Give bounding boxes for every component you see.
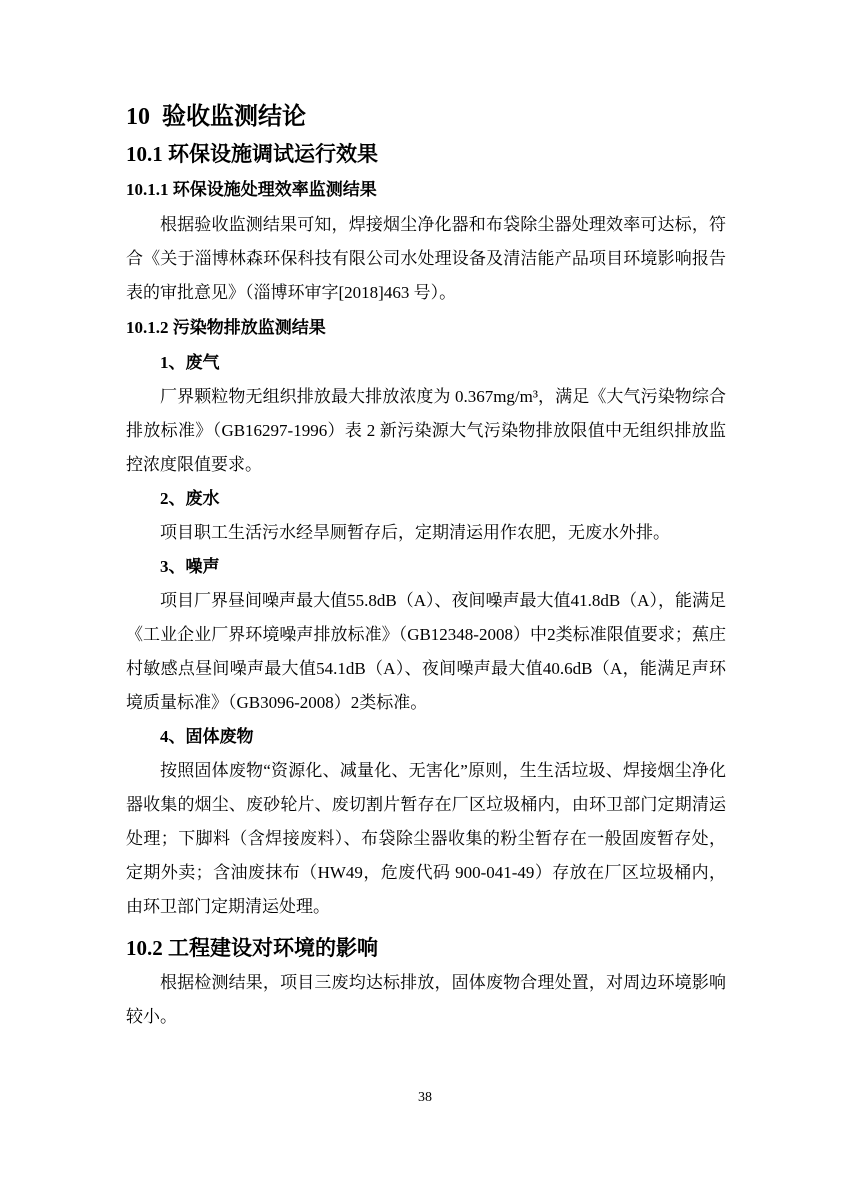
page-content xyxy=(126,98,726,1034)
chapter-title: 10 验收监测结论 xyxy=(126,104,306,130)
item-label-waste-gas: 1、废气 xyxy=(160,353,220,372)
paragraph-treatment-efficiency: 根据验收监测结果可知，焊接烟尘净化器和布袋除尘器处理效率可达标，符合《关于淄博林森环保科技有限公司水处理设备及清洁能产品项目环境影响报告表的审批意见》（淄博环审字[2018]463 号）。 xyxy=(126,215,726,302)
section-title-10-2: 10.2 工程建设对环境的影响 xyxy=(126,936,378,960)
section-title-10-1: 10.1 环保设施调试运行效果 xyxy=(126,142,378,166)
paragraph-environmental-impact: 根据检测结果，项目三废均达标排放，固体废物合理处置，对周边环境影响较小。 xyxy=(126,973,726,1026)
paragraph-noise: 项目厂界昼间噪声最大值55.8dB（A）、夜间噪声最大值41.8dB（A），能满足《工业企业厂界环境噪声排放标准》（GB12348-2008）中2类标准限值要求；蕉庄村敏感点昼间噪声最大值54.1dB（A）、夜间噪声最大值40.6dB（A，能满足声环境质量标准》（GB3096-2008）2类标准。 xyxy=(126,591,726,712)
page-number: 38 xyxy=(418,1090,432,1105)
subsection-title-10-1-2: 10.1.2 污染物排放监测结果 xyxy=(126,318,326,337)
paragraph-wastewater: 项目职工生活污水经旱厕暂存后，定期清运用作农肥，无废水外排。 xyxy=(160,523,670,542)
item-label-noise: 3、噪声 xyxy=(160,557,220,576)
paragraph-solid-waste: 按照固体废物“资源化、减量化、无害化”原则，生生活垃圾、焊接烟尘净化器收集的烟尘、废砂轮片、废切割片暂存在厂区垃圾桶内，由环卫部门定期清运处理；下脚料（含焊接废料）、布袋除尘器收集的粉尘暂存在一般固废暂存处，定期外卖；含油废抹布（HW49，危废代码 900-041-49）存放在厂区垃圾桶内，由环卫部门定期清运处理。 xyxy=(126,761,726,916)
item-label-solid-waste: 4、固体废物 xyxy=(160,727,254,746)
item-label-wastewater: 2、废水 xyxy=(160,489,220,508)
paragraph-waste-gas: 厂界颗粒物无组织排放最大排放浓度为 0.367mg/m³，满足《大气污染物综合排放标准》（GB16297-1996）表 2 新污染源大气污染物排放限值中无组织排放监控浓度限值要求。 xyxy=(126,387,726,474)
subsection-title-10-1-1: 10.1.1 环保设施处理效率监测结果 xyxy=(126,180,377,199)
